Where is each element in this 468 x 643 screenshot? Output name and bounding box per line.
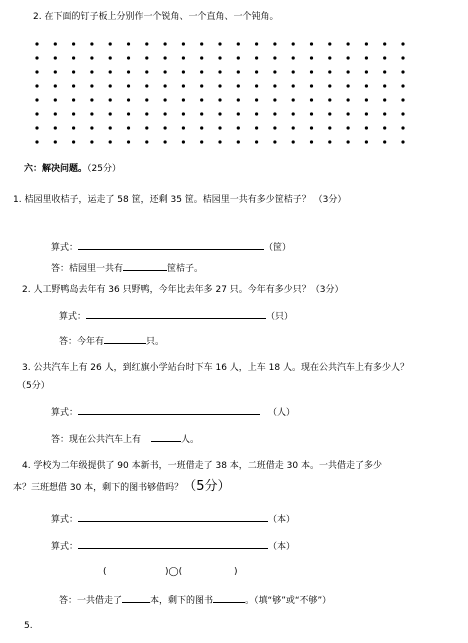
peg-dot[interactable]: [401, 56, 404, 59]
peg-dot[interactable]: [164, 112, 167, 115]
peg-dot[interactable]: [218, 112, 221, 115]
peg-dot[interactable]: [164, 126, 167, 129]
peg-dot[interactable]: [145, 98, 148, 101]
peg-dot[interactable]: [90, 126, 93, 129]
peg-dot[interactable]: [72, 56, 75, 59]
peg-dot[interactable]: [35, 126, 38, 129]
p4-answer-part2: 本，剩下的图书: [150, 596, 214, 606]
p1-formula-label: 算式：: [51, 243, 79, 253]
q2-instruction: 2. 在下面的钉子板上分别作一个锐角、一个直角、一个钝角。: [33, 12, 279, 22]
peg-dot[interactable]: [292, 98, 295, 101]
p4-question-line1: 4. 学校为二年级提供了 90 本新书，一班借走了 38 本，二班借走 30 本。一共借走了多少: [22, 461, 382, 471]
peg-dot[interactable]: [54, 70, 57, 73]
peg-dot[interactable]: [164, 84, 167, 87]
p4-compare-right: ): [234, 567, 238, 577]
peg-dot[interactable]: [255, 56, 258, 59]
peg-dot[interactable]: [383, 42, 386, 45]
p4-compare-mid[interactable]: )◯(: [165, 567, 183, 577]
peg-dot[interactable]: [310, 140, 313, 143]
peg-dot[interactable]: [383, 98, 386, 101]
peg-dot[interactable]: [35, 140, 38, 143]
p2-answer-suffix: 只。: [146, 337, 165, 347]
p2-formula-blank[interactable]: [86, 309, 266, 319]
peg-dot[interactable]: [237, 70, 240, 73]
peg-dot[interactable]: [218, 98, 221, 101]
peg-dot[interactable]: [182, 70, 185, 73]
peg-dot[interactable]: [273, 112, 276, 115]
peg-dot[interactable]: [90, 98, 93, 101]
p4-question-line2: 本？三班想借 30 本，剩下的图书够借吗？: [13, 483, 184, 493]
peg-dot[interactable]: [90, 140, 93, 143]
peg-dot[interactable]: [328, 112, 331, 115]
peg-dot[interactable]: [365, 84, 368, 87]
p3-question-line1: 3. 公共汽车上有 26 人，到红旗小学站台时下车 16 人，上车 18 人。现在公共汽车上有多少人？: [22, 363, 409, 373]
peg-dot[interactable]: [310, 126, 313, 129]
peg-dot[interactable]: [109, 98, 112, 101]
p1-formula-unit: （筐）: [264, 243, 292, 253]
peg-dot[interactable]: [72, 112, 75, 115]
peg-dot[interactable]: [401, 126, 404, 129]
peg-dot[interactable]: [200, 84, 203, 87]
p4-question-line2-row: [13, 481, 230, 494]
peg-dot[interactable]: [347, 42, 350, 45]
peg-dot[interactable]: [54, 42, 57, 45]
peg-dot[interactable]: [109, 70, 112, 73]
peg-dot[interactable]: [109, 126, 112, 129]
peg-dot[interactable]: [255, 70, 258, 73]
peg-dot[interactable]: [218, 126, 221, 129]
peg-dot[interactable]: [273, 70, 276, 73]
peg-dot[interactable]: [292, 112, 295, 115]
p4-score: （5分）: [183, 479, 231, 494]
peg-dot[interactable]: [35, 70, 38, 73]
section6-score: （25分）: [87, 164, 121, 174]
peg-dot[interactable]: [273, 126, 276, 129]
p2-formula-row: [59, 309, 293, 323]
peg-dot[interactable]: [109, 42, 112, 45]
peg-dot[interactable]: [292, 140, 295, 143]
p3-formula-blank[interactable]: [78, 405, 260, 415]
peg-dot[interactable]: [401, 140, 404, 143]
peg-dot[interactable]: [182, 98, 185, 101]
peg-dot[interactable]: [182, 84, 185, 87]
peg-dot[interactable]: [145, 42, 148, 45]
p2-answer-blank[interactable]: [104, 334, 146, 344]
peg-dot[interactable]: [127, 56, 130, 59]
section6-title: 六：解决问题。: [24, 164, 88, 174]
peg-dot[interactable]: [90, 42, 93, 45]
peg-dot[interactable]: [383, 56, 386, 59]
peg-dot[interactable]: [200, 70, 203, 73]
p4-compare-left: (: [103, 567, 107, 577]
p2-answer-row: [59, 334, 164, 348]
p3-formula-unit: （人）: [268, 408, 296, 418]
peg-dot[interactable]: [90, 84, 93, 87]
peg-dot[interactable]: [365, 98, 368, 101]
peg-dot[interactable]: [273, 98, 276, 101]
peg-dot[interactable]: [310, 56, 313, 59]
peg-dot[interactable]: [145, 56, 148, 59]
peg-dot[interactable]: [310, 42, 313, 45]
peg-dot[interactable]: [35, 56, 38, 59]
p4-formula1-row: [51, 512, 295, 526]
peg-dot[interactable]: [164, 70, 167, 73]
peg-dot[interactable]: [347, 126, 350, 129]
peg-dot[interactable]: [127, 140, 130, 143]
peg-dot[interactable]: [237, 140, 240, 143]
peg-dot[interactable]: [237, 42, 240, 45]
peg-dot[interactable]: [164, 98, 167, 101]
peg-dot[interactable]: [218, 56, 221, 59]
p3-answer-suffix: 人。: [181, 435, 200, 445]
peg-dot[interactable]: [200, 126, 203, 129]
peg-dot[interactable]: [328, 56, 331, 59]
peg-dot[interactable]: [365, 126, 368, 129]
peg-dot[interactable]: [347, 112, 350, 115]
peg-dot[interactable]: [145, 70, 148, 73]
peg-dot[interactable]: [347, 70, 350, 73]
peg-dot[interactable]: [90, 112, 93, 115]
peg-dot[interactable]: [35, 98, 38, 101]
peg-dot[interactable]: [292, 56, 295, 59]
peg-dot[interactable]: [200, 98, 203, 101]
peg-dot[interactable]: [383, 140, 386, 143]
peg-dot[interactable]: [383, 126, 386, 129]
p4-formula1-blank[interactable]: [78, 512, 268, 522]
peg-dot[interactable]: [72, 70, 75, 73]
peg-dot[interactable]: [127, 70, 130, 73]
peg-dot[interactable]: [72, 98, 75, 101]
peg-dot[interactable]: [200, 112, 203, 115]
peg-dot[interactable]: [54, 126, 57, 129]
p1-answer-blank[interactable]: [123, 261, 167, 271]
p4-formula2-blank[interactable]: [78, 539, 268, 549]
peg-dot[interactable]: [237, 98, 240, 101]
q5-number: 5.: [24, 621, 33, 631]
peg-dot[interactable]: [182, 140, 185, 143]
peg-dot[interactable]: [237, 84, 240, 87]
peg-dot[interactable]: [127, 112, 130, 115]
p3-formula-row: [51, 405, 295, 419]
peg-dot[interactable]: [365, 140, 368, 143]
p2-answer-prefix: 答：今年有: [59, 337, 105, 347]
peg-dot[interactable]: [273, 140, 276, 143]
peg-dot[interactable]: [292, 84, 295, 87]
peg-dot[interactable]: [237, 56, 240, 59]
peg-dot[interactable]: [164, 140, 167, 143]
peg-dot[interactable]: [182, 126, 185, 129]
peg-dot[interactable]: [237, 126, 240, 129]
peg-dot[interactable]: [383, 112, 386, 115]
peg-dot[interactable]: [365, 70, 368, 73]
peg-dot[interactable]: [401, 112, 404, 115]
peg-dot[interactable]: [127, 42, 130, 45]
peg-dot[interactable]: [72, 84, 75, 87]
peg-dot[interactable]: [109, 56, 112, 59]
peg-dot[interactable]: [218, 70, 221, 73]
p2-formula-unit: （只）: [266, 312, 294, 322]
peg-dot[interactable]: [127, 126, 130, 129]
peg-dot[interactable]: [328, 140, 331, 143]
peg-dot[interactable]: [328, 42, 331, 45]
peg-dot[interactable]: [200, 42, 203, 45]
peg-dot[interactable]: [292, 70, 295, 73]
p1-formula-blank[interactable]: [78, 240, 264, 250]
peg-dot[interactable]: [90, 70, 93, 73]
p4-formula2-row: [51, 539, 295, 553]
peg-dot[interactable]: [347, 84, 350, 87]
peg-dot[interactable]: [255, 140, 258, 143]
p3-answer-blank[interactable]: [151, 432, 181, 442]
p4-formula1-label: 算式：: [51, 515, 79, 525]
peg-dot[interactable]: [127, 98, 130, 101]
peg-dot[interactable]: [347, 140, 350, 143]
peg-dot[interactable]: [164, 56, 167, 59]
peg-dot[interactable]: [90, 56, 93, 59]
peg-dot[interactable]: [401, 42, 404, 45]
p4-answer-part1: 答：一共借走了: [59, 596, 123, 606]
peg-dot[interactable]: [328, 126, 331, 129]
peg-dot[interactable]: [164, 42, 167, 45]
peg-dot[interactable]: [401, 84, 404, 87]
p1-answer-row: [51, 261, 203, 275]
p3-formula-label: 算式：: [51, 408, 79, 418]
peg-dot[interactable]: [383, 70, 386, 73]
peg-dot[interactable]: [255, 126, 258, 129]
peg-dot[interactable]: [109, 140, 112, 143]
peg-dot[interactable]: [255, 42, 258, 45]
p4-answer-blank1[interactable]: [122, 593, 150, 603]
peg-dot[interactable]: [273, 42, 276, 45]
peg-dot[interactable]: [72, 42, 75, 45]
p1-formula-row: [51, 240, 291, 254]
p1-answer-prefix: 答：桔园里一共有: [51, 264, 124, 274]
peg-dot[interactable]: [255, 84, 258, 87]
peg-dot[interactable]: [328, 84, 331, 87]
peg-dot[interactable]: [310, 70, 313, 73]
peg-dot[interactable]: [218, 140, 221, 143]
peg-dot[interactable]: [35, 84, 38, 87]
peg-dot[interactable]: [109, 112, 112, 115]
peg-dot[interactable]: [347, 98, 350, 101]
p2-formula-label: 算式：: [59, 312, 87, 322]
peg-dot[interactable]: [255, 98, 258, 101]
peg-dot[interactable]: [218, 42, 221, 45]
peg-dot[interactable]: [401, 70, 404, 73]
peg-dot[interactable]: [72, 126, 75, 129]
peg-dot[interactable]: [310, 98, 313, 101]
peg-dot[interactable]: [35, 112, 38, 115]
peg-dot[interactable]: [292, 42, 295, 45]
peg-dot[interactable]: [145, 140, 148, 143]
p4-formula2-unit: （本）: [268, 542, 296, 552]
peg-dot[interactable]: [401, 98, 404, 101]
peg-dot[interactable]: [365, 112, 368, 115]
peg-dot[interactable]: [365, 56, 368, 59]
p4-answer-part3: 。（填“够”或“不够”）: [245, 596, 332, 606]
p4-formula2-label: 算式：: [51, 542, 79, 552]
p3-answer-prefix: 答：现在公共汽车上有: [51, 435, 142, 445]
peg-dot[interactable]: [54, 98, 57, 101]
peg-dot[interactable]: [54, 56, 57, 59]
peg-dot[interactable]: [273, 56, 276, 59]
peg-dot[interactable]: [145, 126, 148, 129]
p4-answer-blank2[interactable]: [213, 593, 245, 603]
peg-dot[interactable]: [182, 56, 185, 59]
peg-dot[interactable]: [365, 42, 368, 45]
peg-dot[interactable]: [182, 42, 185, 45]
peg-dot[interactable]: [328, 70, 331, 73]
peg-dot[interactable]: [292, 126, 295, 129]
peg-dot[interactable]: [255, 112, 258, 115]
peg-dot[interactable]: [328, 98, 331, 101]
peg-dot[interactable]: [54, 84, 57, 87]
p4-formula1-unit: （本）: [268, 515, 296, 525]
p1-question: 1. 桔园里收桔子，运走了 58 筐，还剩 35 筐。桔园里一共有多少筐桔子？ （3分）: [13, 195, 347, 205]
peg-dot[interactable]: [127, 84, 130, 87]
peg-dot[interactable]: [182, 112, 185, 115]
section6-heading: [24, 163, 121, 175]
p1-answer-suffix: 筐桔子。: [167, 264, 204, 274]
peg-dot[interactable]: [54, 140, 57, 143]
peg-dot[interactable]: [310, 84, 313, 87]
peg-dot[interactable]: [72, 140, 75, 143]
peg-dot[interactable]: [200, 56, 203, 59]
peg-dot[interactable]: [347, 56, 350, 59]
peg-dot[interactable]: [310, 112, 313, 115]
p3-answer-row: [51, 432, 199, 446]
peg-dot[interactable]: [35, 42, 38, 45]
peg-dot[interactable]: [54, 112, 57, 115]
peg-dot[interactable]: [383, 84, 386, 87]
peg-dot[interactable]: [273, 84, 276, 87]
pegboard-dots: [0, 0, 468, 160]
peg-dot[interactable]: [145, 84, 148, 87]
p2-question: 2. 人工野鸭岛去年有 36 只野鸭，今年比去年多 27 只。今年有多少只？（3分）: [22, 285, 344, 295]
p3-question-line2: （5分）: [17, 381, 50, 391]
peg-dot[interactable]: [200, 140, 203, 143]
peg-dot[interactable]: [145, 112, 148, 115]
peg-dot[interactable]: [109, 84, 112, 87]
p4-answer-row: [59, 593, 331, 607]
peg-dot[interactable]: [218, 84, 221, 87]
peg-dot[interactable]: [237, 112, 240, 115]
